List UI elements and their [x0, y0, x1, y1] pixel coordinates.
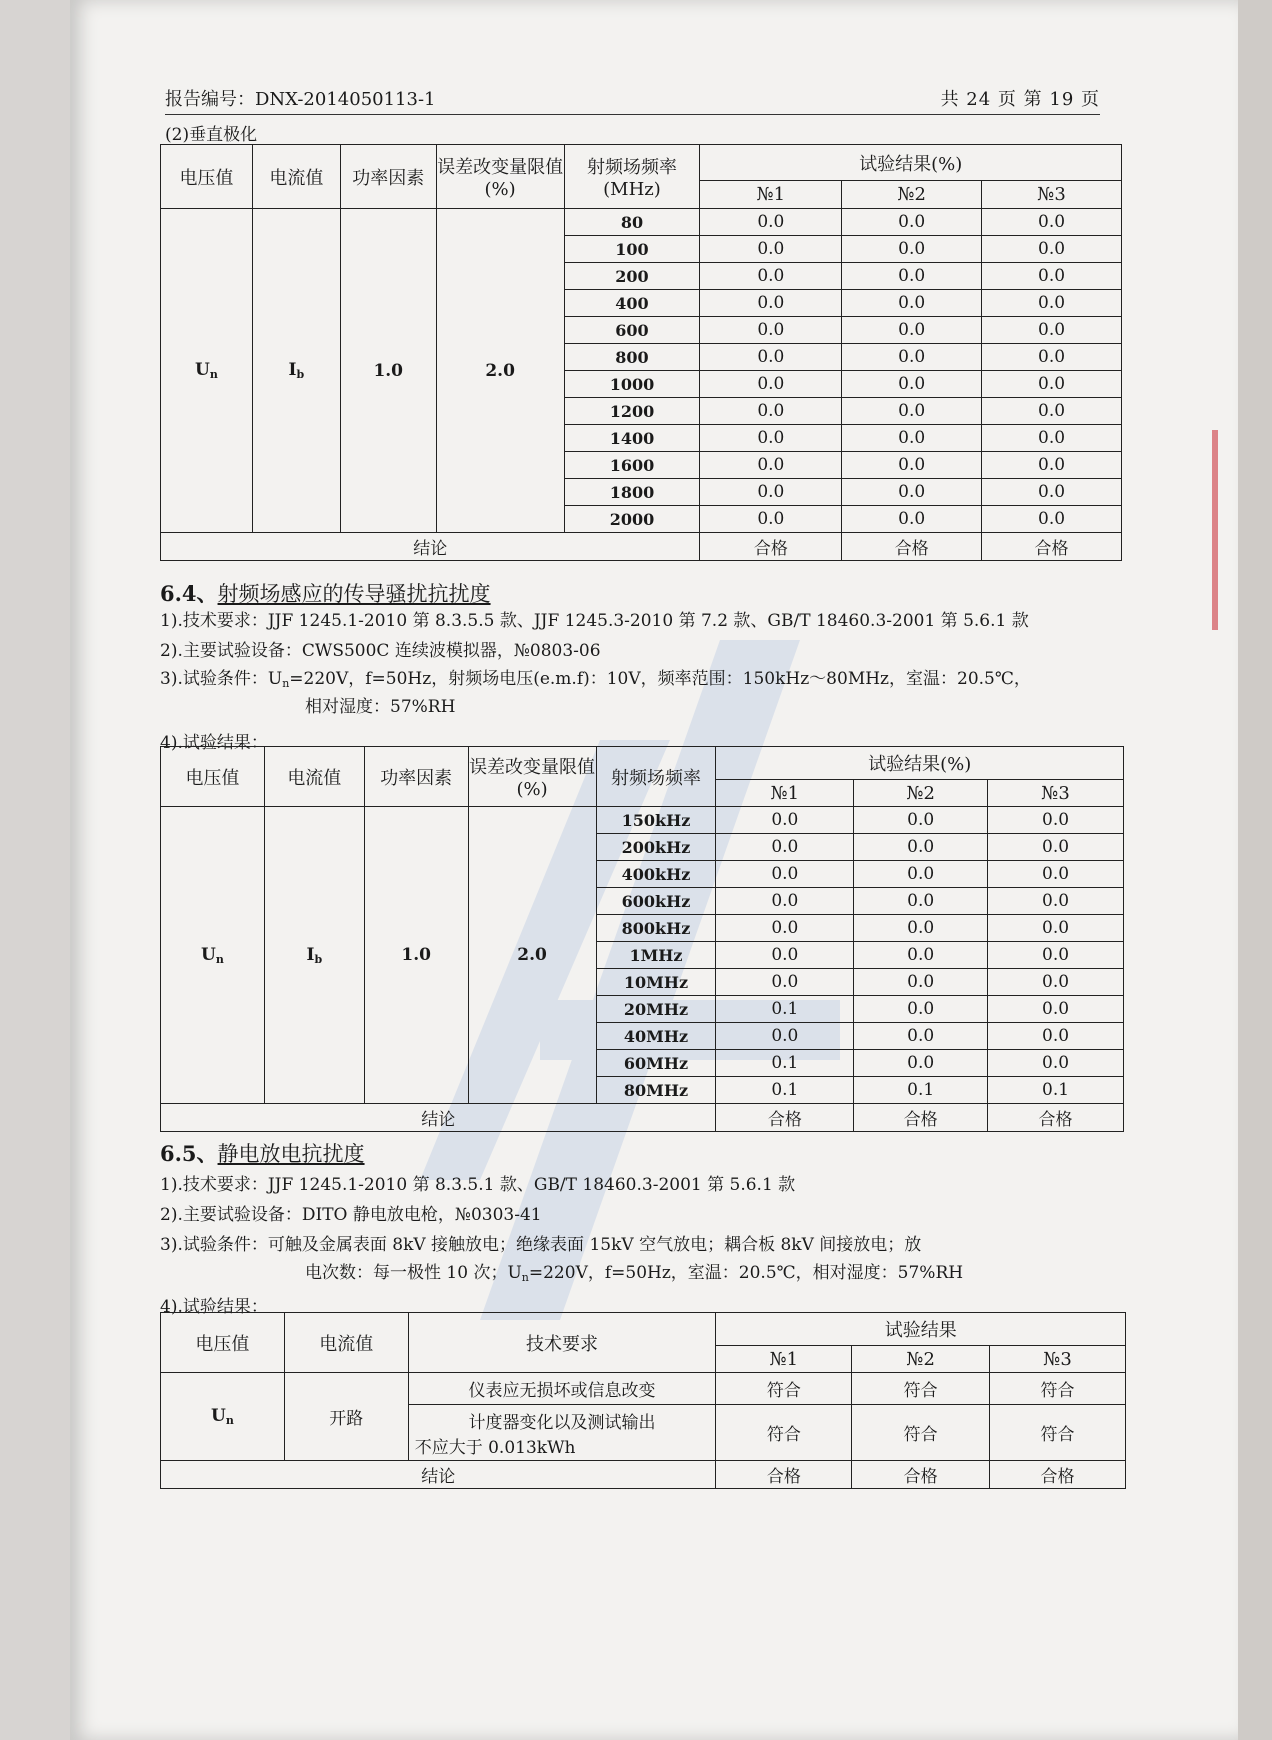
- result-n3: 0.0: [982, 452, 1122, 479]
- result-n1: 0.0: [716, 807, 854, 834]
- result-n2: 0.0: [854, 861, 988, 888]
- result-n2: 0.0: [854, 942, 988, 969]
- requirement-2: 计度器变化以及测试输出 不应大于 0.013kWh: [408, 1405, 716, 1461]
- result-n3: 0.0: [988, 942, 1124, 969]
- col-test-result: 试验结果: [716, 1313, 1126, 1346]
- col-current: 电流值: [284, 1313, 408, 1373]
- result-n2: 0.0: [854, 888, 988, 915]
- s65-equipment: 2).主要试验设备：DITO 静电放电枪，№0303-41: [160, 1205, 542, 1225]
- error-limit-cell: 2.0: [436, 209, 564, 533]
- esd-table: [160, 1312, 1126, 1489]
- freq-cell: 150kHz: [596, 807, 716, 834]
- vertical-polarization-table: [160, 144, 1122, 561]
- result-n2: 0.0: [842, 317, 982, 344]
- freq-cell: 400: [564, 290, 700, 317]
- col-current: 电流值: [264, 747, 364, 807]
- result-n2: 0.0: [854, 807, 988, 834]
- freq-cell: 2000: [564, 506, 700, 533]
- requirement-1: 仪表应无损坏或信息改变: [408, 1373, 716, 1405]
- col-n3: №3: [982, 181, 1122, 209]
- result-n2: 0.0: [842, 263, 982, 290]
- freq-cell: 600: [564, 317, 700, 344]
- result-n1: 0.0: [716, 1023, 854, 1050]
- result-n1: 0.1: [716, 1050, 854, 1077]
- freq-cell: 1800: [564, 479, 700, 506]
- conclusion-n1: 合格: [700, 533, 842, 561]
- result-n1: 0.0: [716, 834, 854, 861]
- current-cell: $I_b$: [264, 807, 364, 1104]
- freq-cell: 800: [564, 344, 700, 371]
- page-edge: [1238, 0, 1272, 1740]
- result-n1: 0.0: [700, 344, 842, 371]
- voltage-cell: $U_n$: [161, 209, 253, 533]
- result-n2: 0.0: [842, 452, 982, 479]
- result-n3: 0.0: [982, 479, 1122, 506]
- result-n1: 0.0: [700, 506, 842, 533]
- result-n2: 0.0: [842, 236, 982, 263]
- s64-result-label: 4).试验结果：: [160, 733, 268, 753]
- result-n2: 0.0: [854, 996, 988, 1023]
- conclusion-n2: 合格: [842, 533, 982, 561]
- result-n3: 0.0: [988, 888, 1124, 915]
- col-n1: №1: [700, 181, 842, 209]
- section-6-4-title: 6.4、射频场感应的传导骚扰抗扰度: [160, 581, 491, 606]
- col-test-result: 试验结果(%): [700, 145, 1122, 181]
- result-n1: 0.0: [700, 398, 842, 425]
- col-error-limit: 误差改变量限值(%): [436, 145, 564, 209]
- result-n2: 0.0: [842, 344, 982, 371]
- result-n1: 0.0: [700, 263, 842, 290]
- s65-result-label: 4).试验结果：: [160, 1297, 268, 1317]
- col-n2: №2: [842, 181, 982, 209]
- col-test-result: 试验结果(%): [716, 747, 1124, 780]
- freq-cell: 1600: [564, 452, 700, 479]
- col-frequency: 射频场频率(MHz): [564, 145, 700, 209]
- result-n2: 0.0: [842, 479, 982, 506]
- page-info: 共 24 页 第 19 页: [940, 89, 1100, 110]
- result-n3: 0.0: [982, 425, 1122, 452]
- col-n1: №1: [716, 1346, 852, 1373]
- result-n3: 0.0: [982, 344, 1122, 371]
- result-n1: 0.0: [716, 888, 854, 915]
- col-n3: №3: [990, 1346, 1126, 1373]
- result-n1: 0.0: [716, 861, 854, 888]
- col-power-factor: 功率因素: [364, 747, 468, 807]
- conclusion-n2: 合格: [852, 1461, 990, 1489]
- conclusion-n1: 合格: [716, 1104, 854, 1132]
- freq-cell: 200kHz: [596, 834, 716, 861]
- result-n2: 0.0: [854, 1023, 988, 1050]
- result-n1: 0.0: [700, 479, 842, 506]
- s65-conditions-line2: 电次数：每一极性 10 次；$U_n=220V$，f=50Hz，室温：20.5℃，相对湿度：57%RH: [305, 1263, 964, 1284]
- conclusion-label: 结论: [161, 1104, 716, 1132]
- result-n1: 0.1: [716, 1077, 854, 1104]
- result-n2: 0.0: [842, 398, 982, 425]
- freq-cell: 1400: [564, 425, 700, 452]
- freq-cell: 1MHz: [596, 942, 716, 969]
- result-n3: 0.0: [988, 861, 1124, 888]
- result-n2: 0.0: [854, 834, 988, 861]
- conducted-disturbance-table: [160, 746, 1124, 1132]
- result-n2: 0.0: [842, 506, 982, 533]
- report-number: 报告编号：DNX-2014050113-1: [165, 89, 436, 110]
- result-n1: 0.1: [716, 996, 854, 1023]
- conclusion-label: 结论: [161, 1461, 716, 1489]
- result-n1: 0.0: [700, 452, 842, 479]
- col-voltage: 电压值: [161, 1313, 285, 1373]
- result-n3: 0.0: [982, 290, 1122, 317]
- freq-cell: 1000: [564, 371, 700, 398]
- result-n3: 0.0: [982, 506, 1122, 533]
- col-n2: №2: [852, 1346, 990, 1373]
- result-n1: 0.0: [700, 290, 842, 317]
- col-n2: №2: [854, 780, 988, 807]
- col-voltage: 电压值: [161, 747, 265, 807]
- col-requirement: 技术要求: [408, 1313, 716, 1373]
- result-n2: 0.0: [842, 425, 982, 452]
- conclusion-n2: 合格: [854, 1104, 988, 1132]
- freq-cell: 60MHz: [596, 1050, 716, 1077]
- conclusion-n3: 合格: [982, 533, 1122, 561]
- s64-conditions-line2: 相对湿度：57%RH: [305, 697, 456, 717]
- result-n3: 0.1: [988, 1077, 1124, 1104]
- result-n2: 0.1: [854, 1077, 988, 1104]
- col-current: 电流值: [252, 145, 340, 209]
- freq-cell: 40MHz: [596, 1023, 716, 1050]
- report-header: [165, 88, 1100, 115]
- result-n3: 0.0: [988, 996, 1124, 1023]
- result-n1: 0.0: [716, 969, 854, 996]
- result-n2: 0.0: [842, 209, 982, 236]
- current-cell: $I_b$: [252, 209, 340, 533]
- freq-cell: 400kHz: [596, 861, 716, 888]
- s65-requirement: 1).技术要求：JJF 1245.1-2010 第 8.3.5.1 款、GB/T 18460.3-2001 第 5.6.1 款: [160, 1175, 796, 1195]
- freq-cell: 200: [564, 263, 700, 290]
- result-n3: 0.0: [982, 371, 1122, 398]
- result-n3: 0.0: [988, 834, 1124, 861]
- freq-cell: 800kHz: [596, 915, 716, 942]
- result-n3: 0.0: [982, 209, 1122, 236]
- result-n1: 0.0: [716, 942, 854, 969]
- result-n2: 0.0: [842, 371, 982, 398]
- seal-stamp-edge: [1212, 430, 1258, 630]
- result-n2: 0.0: [854, 915, 988, 942]
- result-n3: 0.0: [988, 1023, 1124, 1050]
- result-n1: 0.0: [700, 317, 842, 344]
- result-n1: 0.0: [700, 425, 842, 452]
- conclusion-label: 结论: [161, 533, 700, 561]
- voltage-cell: $U_n$: [161, 807, 265, 1104]
- result-n1: 符合: [716, 1373, 852, 1405]
- freq-cell: 80MHz: [596, 1077, 716, 1104]
- result-n3: 0.0: [982, 317, 1122, 344]
- s64-requirement: 1).技术要求：JJF 1245.1-2010 第 8.3.5.5 款、JJF 1245.3-2010 第 7.2 款、GB/T 18460.3-2001 第 5.6.1 款: [160, 611, 1029, 631]
- result-n3: 0.0: [988, 807, 1124, 834]
- result-n3: 符合: [990, 1405, 1126, 1461]
- result-n1: 0.0: [716, 915, 854, 942]
- freq-cell: 80: [564, 209, 700, 236]
- result-n3: 0.0: [988, 915, 1124, 942]
- freq-cell: 1200: [564, 398, 700, 425]
- col-n1: №1: [716, 780, 854, 807]
- result-n3: 0.0: [982, 263, 1122, 290]
- power-factor-cell: 1.0: [340, 209, 436, 533]
- result-n2: 0.0: [854, 969, 988, 996]
- freq-cell: 10MHz: [596, 969, 716, 996]
- freq-cell: 100: [564, 236, 700, 263]
- section-6-5-title: 6.5、静电放电抗扰度: [160, 1141, 365, 1166]
- result-n2: 符合: [852, 1405, 990, 1461]
- conclusion-row: [161, 533, 1122, 561]
- current-cell: 开路: [284, 1373, 408, 1461]
- conclusion-row: [161, 1461, 1126, 1489]
- error-limit-cell: 2.0: [468, 807, 596, 1104]
- power-factor-cell: 1.0: [364, 807, 468, 1104]
- col-error-limit: 误差改变量限值(%): [468, 747, 596, 807]
- result-n2: 符合: [852, 1373, 990, 1405]
- conclusion-n1: 合格: [716, 1461, 852, 1489]
- col-frequency: 射频场频率: [596, 747, 716, 807]
- s64-conditions: 3).试验条件：$U_n=220V$，f=50Hz，射频场电压(e.m.f)：10V，频率范围：150kHz～80MHz，室温：20.5℃，: [160, 669, 1031, 690]
- table-row: [161, 1373, 1126, 1405]
- col-n3: №3: [988, 780, 1124, 807]
- result-n2: 0.0: [842, 290, 982, 317]
- result-n3: 0.0: [988, 1050, 1124, 1077]
- conclusion-n3: 合格: [988, 1104, 1124, 1132]
- freq-cell: 600kHz: [596, 888, 716, 915]
- s65-conditions-line1: 3).试验条件：可触及金属表面 8kV 接触放电；绝缘表面 15kV 空气放电；耦合板 8kV 间接放电；放: [160, 1235, 922, 1255]
- polarization-subtitle: (2)垂直极化: [165, 125, 258, 145]
- col-voltage: 电压值: [161, 145, 253, 209]
- result-n1: 符合: [716, 1405, 852, 1461]
- col-power-factor: 功率因素: [340, 145, 436, 209]
- result-n3: 0.0: [982, 236, 1122, 263]
- voltage-cell: $U_n$: [161, 1373, 285, 1461]
- conclusion-row: [161, 1104, 1124, 1132]
- result-n3: 0.0: [982, 398, 1122, 425]
- result-n1: 0.0: [700, 371, 842, 398]
- s64-equipment: 2).主要试验设备：CWS500C 连续波模拟器，№0803-06: [160, 641, 601, 661]
- freq-cell: 20MHz: [596, 996, 716, 1023]
- result-n2: 0.0: [854, 1050, 988, 1077]
- result-n1: 0.0: [700, 209, 842, 236]
- conclusion-n3: 合格: [990, 1461, 1126, 1489]
- result-n1: 0.0: [700, 236, 842, 263]
- result-n3: 符合: [990, 1373, 1126, 1405]
- result-n3: 0.0: [988, 969, 1124, 996]
